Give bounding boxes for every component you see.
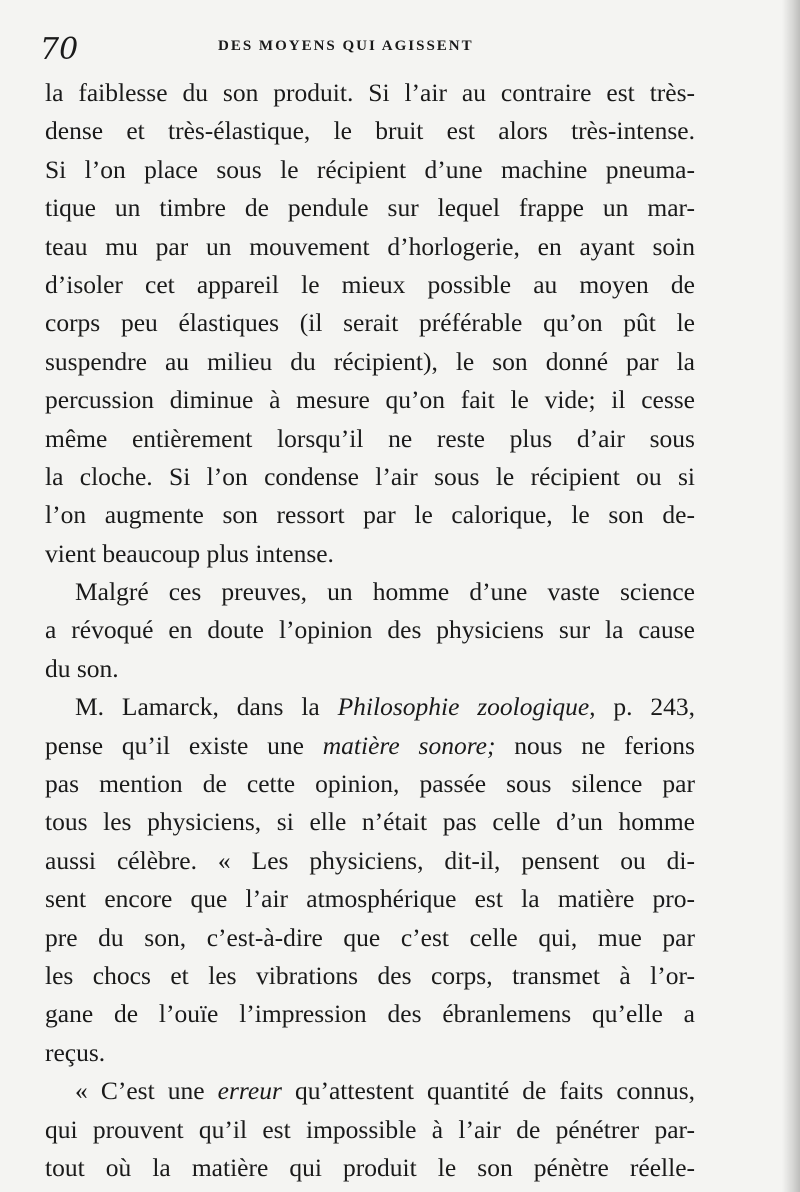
text-run: qu’attestent quantité de faits connus, xyxy=(281,1076,695,1106)
text-line: pas mention de cette opinion, passée sous silence par xyxy=(45,769,695,799)
text-line: reçus. xyxy=(45,1037,106,1067)
text-line: même entièrement lorsqu’il ne reste plus d’air sous xyxy=(45,423,695,453)
text-line: la cloche. Si l’on condense l’air sous le récipient ou si xyxy=(45,461,695,491)
text-line: du son. xyxy=(45,653,119,683)
text-line: sent encore que l’air atmosphérique est la matière pro- xyxy=(45,884,695,914)
text-line: tout où la matière qui produit le son pénètre réelle- xyxy=(45,1152,695,1182)
term-italic: matière sonore; xyxy=(322,730,496,760)
text-line: vient beaucoup plus intense. xyxy=(45,538,334,568)
text-line xyxy=(45,727,695,765)
text-line: dense et très-élastique, le bruit est alors très-intense. xyxy=(45,116,695,146)
text-run: M. Lamarck, dans la xyxy=(75,692,338,722)
page-edge-shadow xyxy=(782,0,800,1192)
text-line: a révoqué en doute l’opinion des physiciens sur la cause xyxy=(45,615,695,645)
text-line: Si l’on place sous le récipient d’une machine pneuma- xyxy=(45,154,695,184)
text-line: teau mu par un mouvement d’horlogerie, en ayant soin xyxy=(45,231,695,261)
text-run: pense qu’il existe une xyxy=(45,730,323,760)
body-text xyxy=(45,74,695,1187)
text-line: les chocs et les vibrations des corps, transmet à l’or- xyxy=(45,960,695,990)
text-line: corps peu élastiques (il serait préférable qu’on pût le xyxy=(45,308,695,338)
text-run: nous ne ferions xyxy=(495,730,695,760)
text-line: gane de l’ouïe l’impression des ébranlemens qu’elle a xyxy=(45,999,695,1029)
text-line: tous les physiciens, si elle n’était pas celle d’un homme xyxy=(45,807,695,837)
text-line: aussi célèbre. « Les physiciens, dit-il, pensent ou di- xyxy=(45,845,695,875)
text-line: d’isoler cet appareil le mieux possible au moyen de xyxy=(45,269,695,299)
text-run: p. 243, xyxy=(595,692,695,722)
term-italic: erreur xyxy=(217,1076,282,1106)
text-line: la faiblesse du son produit. Si l’air au contraire est très- xyxy=(45,78,695,107)
text-line xyxy=(45,688,695,726)
text-line: Malgré ces preuves, un homme d’une vaste science xyxy=(75,577,695,607)
running-head: DES MOYENS QUI AGISSENT xyxy=(218,38,474,54)
page-header xyxy=(40,28,740,68)
text-line xyxy=(45,1072,695,1110)
text-run: « C’est une xyxy=(75,1076,218,1106)
text-line: percussion diminue à mesure qu’on fait le vide; il cesse xyxy=(45,385,695,415)
text-line: qui prouvent qu’il est impossible à l’air de pénétrer par- xyxy=(45,1114,695,1144)
book-title-italic: Philosophie zoologique, xyxy=(337,692,596,722)
text-line: suspendre au milieu du récipient), le son donné par la xyxy=(45,346,695,376)
text-line: l’on augmente son ressort par le calorique, le son de- xyxy=(45,500,695,530)
text-line: pre du son, c’est-à-dire que c’est celle qui, mue par xyxy=(45,922,695,952)
page-number: 70 xyxy=(40,32,79,67)
text-line: tique un timbre de pendule sur lequel frappe un mar- xyxy=(45,193,695,223)
